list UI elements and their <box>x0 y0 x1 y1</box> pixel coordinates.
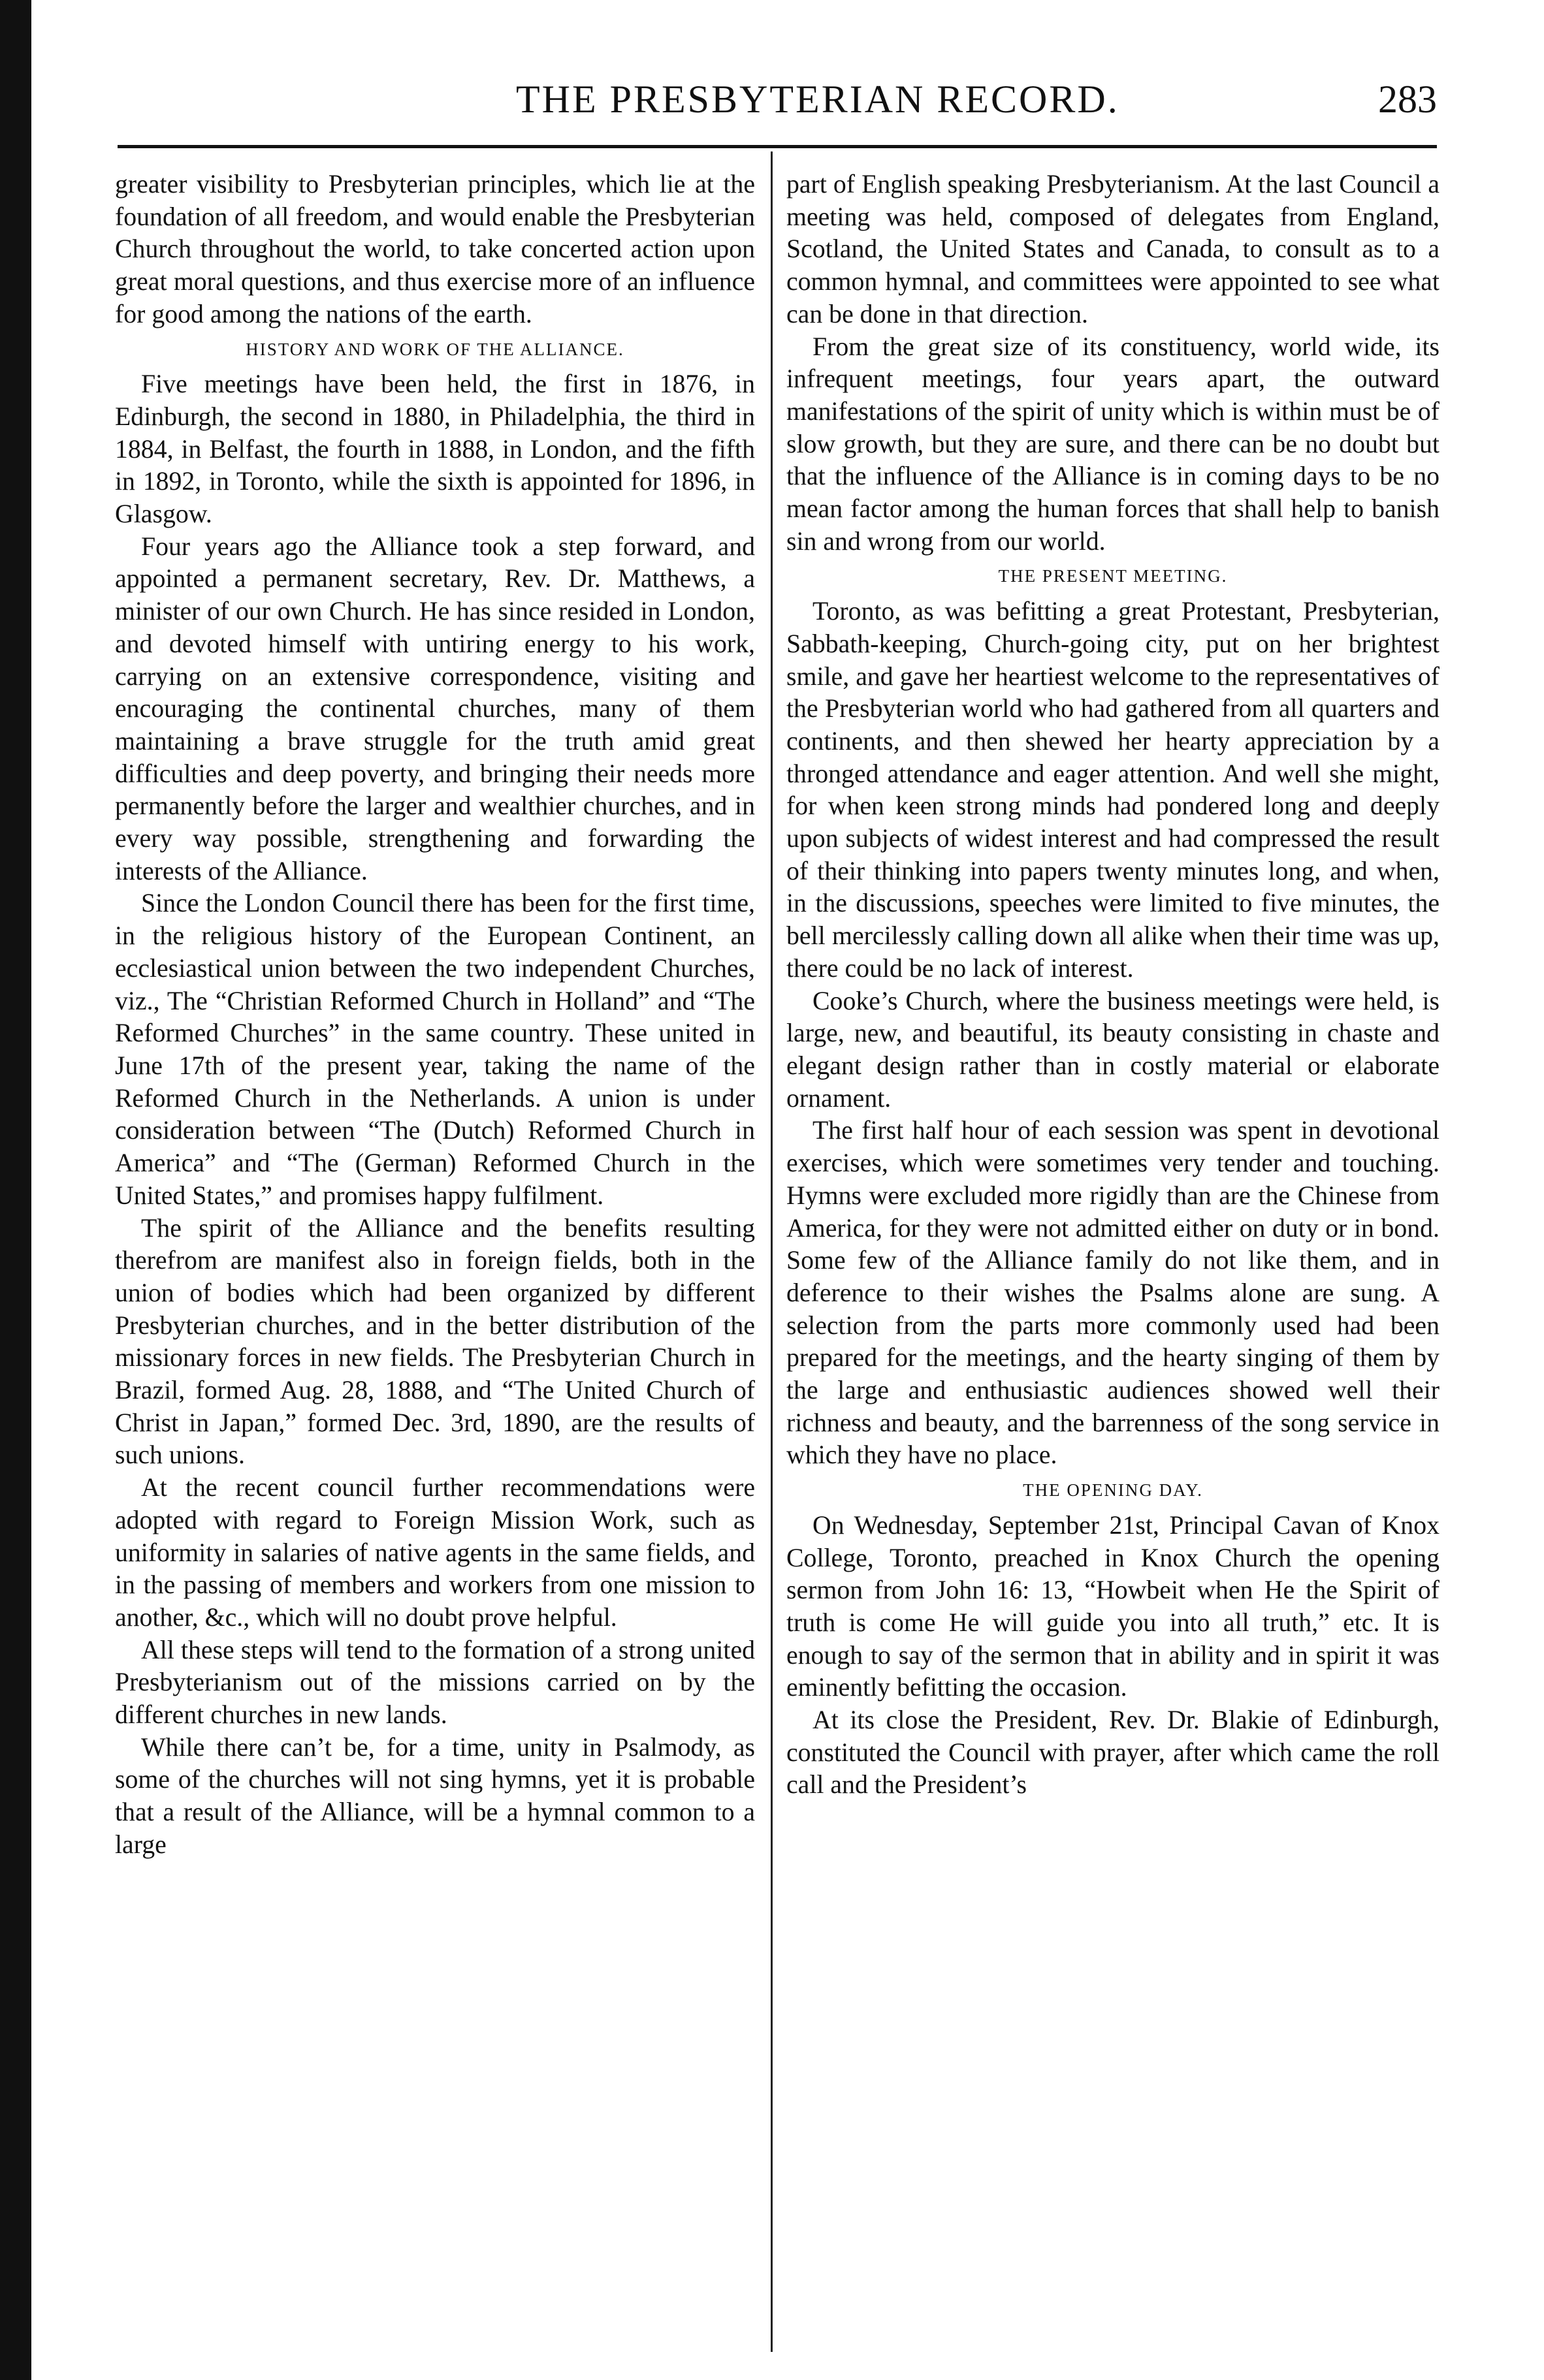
paragraph: While there can’t be, for a time, unity in Psalmody, as some of the churches will not sing hymns, yet it is probable that a result of the Alliance, will be a hymnal common to a large <box>115 1732 755 1859</box>
paragraph: At its close the President, Rev. Dr. Blakie of Edinburgh, constituted the Council with prayer, after which came the roll call and the President’s <box>786 1706 1439 1800</box>
paragraph: At the recent council further recommendations were adopted with regard to Foreign Mission Work, such as uniformity in salaries of native agents in the same fields, and in the passing of members and workers from one mission to another, &c., which will no doubt prove helpful. <box>115 1473 755 1632</box>
section-heading: THE OPENING DAY. <box>1023 1480 1203 1500</box>
scan-edge-bar <box>0 0 31 2380</box>
paragraph: On Wednesday, September 21st, Principal Cavan of Knox College, Toronto, preached in Knox Church the opening sermon from John 16: 13, “Howbeit when He the Spirit of truth is come He will guide you into all truth,” etc. It is enough to say of the sermon that in ability and in spirit it was eminently befitting the occasion. <box>786 1510 1439 1702</box>
section-heading: HISTORY AND WORK OF THE ALLIANCE. <box>246 339 624 359</box>
right-column <box>786 168 1439 1801</box>
left-column <box>115 168 755 1862</box>
paragraph: part of English speaking Presbyterianism. At the last Council a meeting was held, composed of delegates from England, Scotland, the United States and Canada, to consult as to a common hymnal, and committees were appointed to see what can be done in that direction. <box>786 170 1439 328</box>
paragraph: greater visibility to Presbyterian principles, which lie at the foundation of all freedom, and would enable the Presbyterian Church throughout the world, to take concerted action upon great moral questions, and thus exercise more of an influence for good among the nations of the earth. <box>115 170 755 328</box>
page-header <box>111 72 1437 131</box>
section-heading: THE PRESENT MEETING. <box>998 566 1228 586</box>
paragraph: The spirit of the Alliance and the benefits resulting therefrom are manifest also in foreign fields, both in the union of bodies which had been organized by different Presbyterian churches, and in the better distribution of the missionary forces in new fields. The Presbyterian Church in Brazil, formed Aug. 28, 1888, and “The United Church of Christ in Japan,” formed Dec. 3rd, 1890, are the results of such unions. <box>115 1213 755 1470</box>
paragraph: Five meetings have been held, the first in 1876, in Edinburgh, the second in 1880, in Philadelphia, the third in 1884, in Belfast, the fourth in 1888, in London, and the fifth in 1892, in Toronto, while the sixth is appointed for 1896, in Glasgow. <box>115 370 755 529</box>
paragraph: Cooke’s Church, where the business meetings were held, is large, new, and beautiful, its beauty consisting in chaste and elegant design rather than in costly material or elaborate ornament. <box>786 986 1439 1113</box>
page-number: 283 <box>1378 78 1437 121</box>
paragraph: All these steps will tend to the formation of a strong united Presbyterianism out of the missions carried on by the different churches in new lands. <box>115 1635 755 1730</box>
header-rule <box>118 145 1437 148</box>
paragraph: Since the London Council there has been for the first time, in the religious history of the European Continent, an ecclesiastical union between the two independent Churches, viz., The “Christian Reformed Church in Holland” and “The Reformed Churches” in the same country. These united in June 17th of the present year, taking the name of the Reformed Church in the Netherlands. A union is under consideration between “The (Dutch) Reformed Church in America” and “The (German) Reformed Church in the United States,” and promises happy fulfilment. <box>115 889 755 1210</box>
paragraph: Toronto, as was befitting a great Protestant, Presbyterian, Sabbath-keeping, Church-going city, put on her brightest smile, and gave her heartiest welcome to the representatives of the Presbyterian world who had gathered from all quarters and continents, and then shewed her hearty appreciation by a thronged attendance and eager attention. And well she might, for when keen strong minds had pondered long and deeply upon subjects of widest interest and had compressed the result of their thinking into papers twenty minutes long, and when, in the discussions, speeches were limited to five minutes, the bell mercilessly calling down all alike when their time was up, there could be no lack of interest. <box>786 597 1439 983</box>
paragraph: From the great size of its constituency, world wide, its infrequent meetings, four years apart, the outward manifestations of the spirit of unity which is within must be of slow growth, but they are sure, and there can be no doubt but that the influence of the Alliance is in coming days to be no mean factor among the human forces that shall help to banish sin and wrong from our world. <box>786 332 1439 556</box>
paragraph: Four years ago the Alliance took a step forward, and appointed a permanent secretary, Rev. Dr. Matthews, a minister of our own Church. He has since resided in London, and devoted himself with untiring energy to his work, carrying on an extensive correspondence, visiting and encouraging the continental churches, many of them maintaining a brave struggle for the truth amid great difficulties and deep poverty, and bringing their needs more permanently before the larger and wealthier churches, and in every way possible, strengthening and forwarding the interests of the Alliance. <box>115 532 755 885</box>
page-title: THE PRESBYTERIAN RECORD. <box>516 78 1119 121</box>
paragraph: The first half hour of each session was spent in devotional exercises, which were sometimes very tender and touching. Hymns were excluded more rigidly than are the Chinese from America, for they were not admitted either on duty or in bond. Some few of the Alliance family do not like them, and in deference to their wishes the Psalms alone are sung. A selection from the parts more commonly used had been prepared for the meetings, and the hearty singing of them by the large and enthusiastic audiences showed well their richness and beauty, and the barrenness of the song service in which they have no place. <box>786 1116 1439 1470</box>
column-divider <box>771 151 773 2352</box>
